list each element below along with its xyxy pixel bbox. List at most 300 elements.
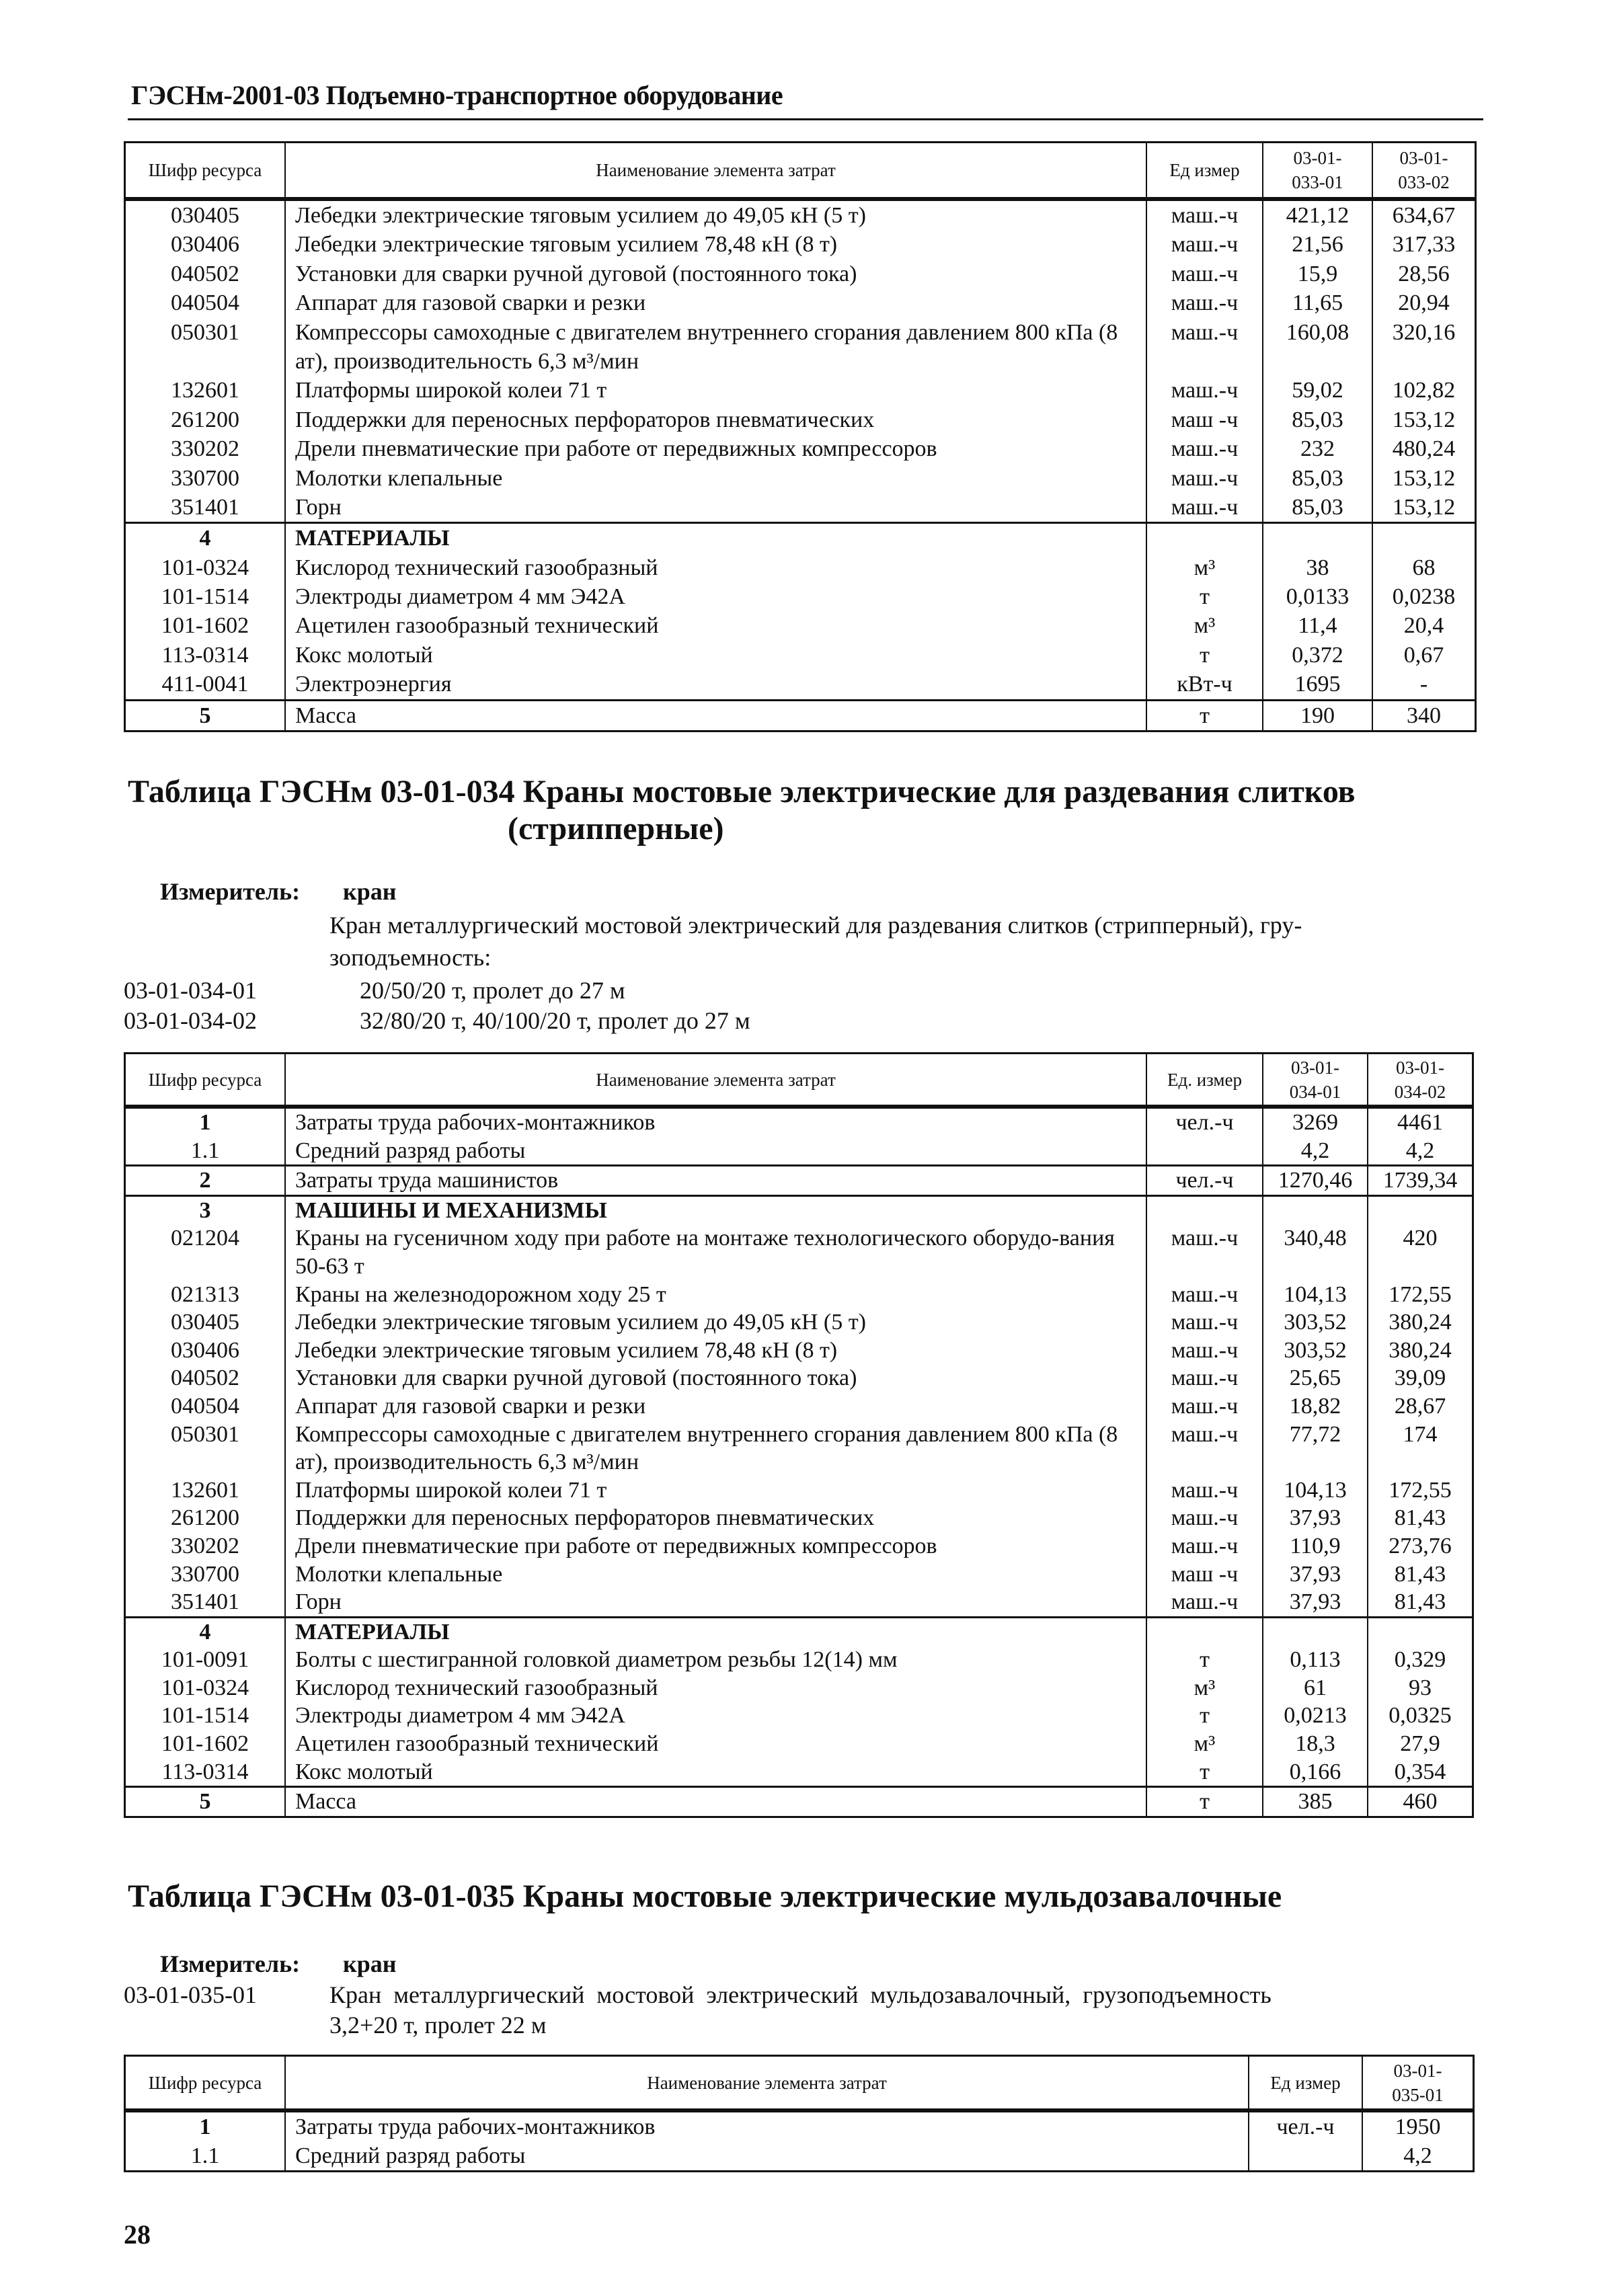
unit: маш.-ч <box>1171 1505 1239 1531</box>
value-1: 190 <box>1300 703 1335 728</box>
resource-name: Кислород технический газообразный <box>295 555 658 580</box>
resource-code: 040504 <box>171 1393 239 1419</box>
table-cell <box>284 611 1146 640</box>
unit: маш -ч <box>1171 1561 1239 1587</box>
table-cell <box>1372 524 1475 553</box>
value-1: 25,65 <box>1289 1365 1341 1391</box>
table-cell <box>1262 1281 1367 1309</box>
table-cell <box>1146 1281 1262 1309</box>
table-cell <box>126 1337 284 1365</box>
resource-name: МАТЕРИАЛЫ <box>295 526 450 551</box>
resource-code: 021204 <box>171 1226 239 1251</box>
unit: маш.-ч <box>1171 1281 1239 1307</box>
table-cell <box>1367 1166 1472 1195</box>
table-cell <box>126 1532 284 1560</box>
value-2: 634,67 <box>1392 203 1456 228</box>
table-cell <box>1262 524 1372 553</box>
table-cell <box>126 1421 284 1476</box>
table-row <box>126 230 1475 259</box>
table-cell <box>1372 230 1475 259</box>
table-cell <box>126 524 284 553</box>
meter-label: Измеритель: <box>160 878 301 905</box>
table-cell <box>284 260 1146 288</box>
resource-code: 101-0324 <box>161 1675 249 1700</box>
description-line1: Кран металлургический мостовой электрический для раздевания слитков (стрипперный), гру- <box>329 912 1302 939</box>
table-row <box>126 1421 1472 1476</box>
table-cell <box>1262 1224 1367 1280</box>
table-cell <box>1367 1730 1472 1758</box>
header-unit: Ед измер <box>1169 160 1240 180</box>
resource-name: Установки для сварки ручной дуговой (постоянного тока) <box>295 1365 857 1391</box>
resource-code: 261200 <box>171 407 239 432</box>
table-cell <box>1372 641 1475 670</box>
table-cell <box>1372 493 1475 522</box>
table-cell <box>126 1308 284 1337</box>
resource-code: 4 <box>199 526 211 551</box>
resource-name: Краны на гусеничном ходу при работе на монтаже технологического оборудо-вания 50-63 т <box>295 1226 1115 1279</box>
table-cell <box>126 1364 284 1392</box>
table-cell <box>126 1197 284 1225</box>
table-cell <box>1146 288 1262 317</box>
table-cell <box>284 1788 1146 1816</box>
table-cell <box>1372 701 1475 730</box>
table-row <box>126 1646 1472 1674</box>
value-1: 0,0213 <box>1284 1703 1347 1729</box>
unit: маш.-ч <box>1171 436 1239 462</box>
table-cell <box>284 1588 1146 1616</box>
unit: т <box>1200 703 1210 728</box>
value-2: 39,09 <box>1394 1365 1446 1391</box>
table-row <box>126 1337 1472 1365</box>
unit: маш.-ч <box>1171 319 1239 345</box>
table-cell <box>1262 1788 1367 1816</box>
table-row <box>126 405 1475 434</box>
table-cell <box>284 670 1146 699</box>
value-2: 273,76 <box>1389 1533 1452 1558</box>
table-cell <box>1146 434 1262 463</box>
table-group <box>126 199 1475 522</box>
resource-name: Дрели пневматические при работе от передвижных компрессоров <box>295 436 937 462</box>
value-1: 160,08 <box>1286 319 1350 345</box>
item-code: 03-01-034-02 <box>124 1007 257 1034</box>
value-1: 85,03 <box>1292 407 1343 432</box>
table-cell <box>126 434 284 463</box>
table-cell <box>126 1476 284 1505</box>
value-1: 37,93 <box>1289 1561 1341 1587</box>
table-cell <box>1262 1504 1367 1532</box>
resource-name: Электроды диаметром 4 мм Э42А <box>295 1703 625 1729</box>
table-cell <box>126 1618 284 1647</box>
table-row <box>126 1137 1472 1165</box>
resource-name: Масса <box>295 1789 357 1815</box>
table-cell <box>1146 1674 1262 1702</box>
table-row <box>126 260 1475 288</box>
resource-code: 330700 <box>171 465 239 491</box>
table-cell <box>284 1618 1146 1647</box>
resource-code: 101-1514 <box>161 584 249 610</box>
table-cell <box>284 1758 1146 1786</box>
table-cell <box>1367 1197 1472 1225</box>
header-name: Наименование элемента затрат <box>596 1069 836 1090</box>
table-cell <box>1146 318 1262 377</box>
table-cell <box>1367 1337 1472 1365</box>
resource-name: Молотки клепальные <box>295 1561 503 1587</box>
table-cell <box>126 1788 284 1816</box>
resource-code: 5 <box>199 703 211 728</box>
table-cell <box>126 582 284 611</box>
header-cell <box>1362 2057 1473 2108</box>
table-cell <box>284 405 1146 434</box>
unit: маш.-ч <box>1171 290 1239 316</box>
unit: т <box>1200 1759 1210 1784</box>
header-cell <box>1262 143 1372 197</box>
table-row <box>126 1166 1472 1195</box>
table-row <box>126 582 1475 611</box>
value-2: 81,43 <box>1394 1589 1446 1615</box>
table-cell <box>1262 611 1372 640</box>
table-cell <box>1362 2141 1473 2170</box>
resource-name: Молотки клепальные <box>295 465 503 491</box>
value-1: 0,0133 <box>1286 584 1350 610</box>
table-cell <box>1262 1674 1367 1702</box>
table-cell <box>1372 318 1475 377</box>
unit: м³ <box>1194 555 1216 580</box>
table-cell <box>1146 582 1262 611</box>
value-2: 0,0325 <box>1389 1703 1452 1729</box>
table-cell <box>284 1337 1146 1365</box>
table-cell <box>1146 1702 1262 1730</box>
header-cell <box>1248 2057 1362 2108</box>
table-group <box>126 1195 1472 1616</box>
table-cell <box>1367 1758 1472 1786</box>
unit: т <box>1200 642 1210 668</box>
table-cell <box>1372 670 1475 699</box>
table-cell <box>1146 1758 1262 1786</box>
table-cell <box>126 641 284 670</box>
table-row <box>126 1476 1472 1505</box>
resource-code: 113-0314 <box>161 1759 249 1784</box>
table-cell <box>1146 493 1262 522</box>
table-cell <box>1146 1392 1262 1421</box>
table-cell <box>1262 582 1372 611</box>
table-cell <box>1262 1758 1367 1786</box>
unit: маш.-ч <box>1171 1533 1239 1558</box>
value-1: 0,166 <box>1289 1759 1341 1784</box>
unit: маш.-ч <box>1171 1310 1239 1335</box>
table-cell <box>1262 464 1372 493</box>
value-2: 1739,34 <box>1382 1168 1458 1193</box>
header-cell <box>126 143 284 197</box>
unit: м³ <box>1194 613 1216 639</box>
table-row <box>126 1588 1472 1616</box>
table-cell <box>1146 1504 1262 1532</box>
value-1: 1695 <box>1294 672 1341 697</box>
table-cell <box>1248 2141 1362 2170</box>
table-cell <box>1262 1109 1367 1137</box>
value-1: 11,65 <box>1292 290 1343 316</box>
value-2: 153,12 <box>1392 494 1456 520</box>
table-cell <box>1262 230 1372 259</box>
table-header-row <box>126 143 1475 199</box>
table-cell <box>1367 1476 1472 1505</box>
table-cell <box>1262 1308 1367 1337</box>
value-2: 102,82 <box>1392 378 1456 403</box>
value-2: 317,33 <box>1392 232 1456 258</box>
value-1: 340,48 <box>1284 1226 1347 1251</box>
resource-name: Поддержки для переносных перфораторов пневматических <box>295 1505 875 1531</box>
table-row <box>126 1618 1472 1647</box>
table-cell <box>1146 376 1262 405</box>
table-row <box>126 670 1475 699</box>
table-cell <box>284 1364 1146 1392</box>
resource-name: Средний разряд работы <box>295 1138 526 1163</box>
table-cell <box>284 1421 1146 1476</box>
header-value-1: 03-01- 035-01 <box>1392 2060 1444 2105</box>
resource-code: 040502 <box>171 1365 239 1391</box>
table-cell <box>1262 1137 1367 1165</box>
resource-code: 030406 <box>171 1337 239 1363</box>
table-row <box>126 611 1475 640</box>
value-2: 420 <box>1403 1226 1438 1251</box>
item-text-cont: 3,2+20 т, пролет 22 м <box>329 2012 547 2038</box>
table-group <box>126 1616 1472 1786</box>
resource-name: Лебедки электрические тяговым усилием до 49,05 кН (5 т) <box>295 1310 866 1335</box>
table-cell <box>1146 1364 1262 1392</box>
value-2: 460 <box>1403 1789 1438 1815</box>
resource-code: 4 <box>199 1619 211 1645</box>
resource-name: Болты с шестигранной головкой диаметром резьбы 12(14) мм <box>295 1647 898 1673</box>
value-2: 20,94 <box>1398 290 1450 316</box>
unit: т <box>1200 1703 1210 1729</box>
table-cell <box>1262 493 1372 522</box>
resource-code: 330202 <box>171 436 239 462</box>
table-header-row <box>126 1054 1472 1107</box>
table-cell <box>1262 1166 1367 1195</box>
table-cell <box>126 1730 284 1758</box>
value-2: 153,12 <box>1392 407 1456 432</box>
resource-name: Лебедки электрические тяговым усилием 78,48 кН (8 т) <box>295 1337 838 1363</box>
table-cell <box>126 1758 284 1786</box>
resource-code: 030405 <box>171 1310 239 1335</box>
table-cell <box>126 318 284 377</box>
table-row <box>126 1109 1472 1137</box>
table-cell <box>284 1560 1146 1589</box>
table-cell <box>1367 1308 1472 1337</box>
resource-name: Краны на железнодорожном ходу 25 т <box>295 1281 666 1307</box>
table-group <box>126 522 1475 699</box>
table-row <box>126 2141 1473 2170</box>
header-value-2: 03-01- 034-02 <box>1394 1057 1446 1102</box>
resource-name: Затраты труда рабочих-монтажников <box>295 2114 656 2139</box>
resource-name: Лебедки электрические тяговым усилием 78,48 кН (8 т) <box>295 232 838 258</box>
unit: маш.-ч <box>1171 203 1239 228</box>
table-cell <box>1262 1730 1367 1758</box>
unit: маш.-ч <box>1171 465 1239 491</box>
meter-value: кран <box>343 878 397 905</box>
table-cell <box>1367 1364 1472 1392</box>
table-cell <box>126 1224 284 1280</box>
table-cell <box>1146 1730 1262 1758</box>
table-cell <box>284 641 1146 670</box>
table-cell <box>1262 1588 1367 1616</box>
value-2: 320,16 <box>1392 319 1456 345</box>
resource-code: 101-1514 <box>161 1703 249 1729</box>
table-035-title: Таблица ГЭСНм 03-01-035 Краны мостовые электрические мульдозавалочные <box>128 1878 1282 1914</box>
table-cell <box>284 201 1146 230</box>
table-cell <box>1262 701 1372 730</box>
table-cell <box>1146 1166 1262 1195</box>
resource-code: 040502 <box>171 261 239 286</box>
table-cell <box>126 201 284 230</box>
resource-code: 101-1602 <box>161 613 249 639</box>
table-cell <box>126 1504 284 1532</box>
table-cell <box>1367 1532 1472 1560</box>
table-cell <box>1262 434 1372 463</box>
table-cell <box>1262 1197 1367 1225</box>
unit: маш.-ч <box>1171 1477 1239 1503</box>
table-cell <box>284 493 1146 522</box>
table-cell <box>284 1674 1146 1702</box>
value-1: 15,9 <box>1297 261 1338 286</box>
meter-value: кран <box>343 1950 397 1977</box>
table-cell <box>284 1476 1146 1505</box>
header-value-1: 03-01- 034-01 <box>1289 1057 1341 1102</box>
resource-name: Ацетилен газообразный технический <box>295 613 659 639</box>
table-cell <box>1262 1364 1367 1392</box>
table-cell <box>1146 641 1262 670</box>
table-cell <box>1146 1560 1262 1589</box>
value-2: - <box>1419 672 1428 697</box>
table-cell <box>1372 553 1475 582</box>
table-cell <box>284 1224 1146 1280</box>
table-cell <box>1262 1702 1367 1730</box>
unit: маш.-ч <box>1171 1421 1239 1447</box>
table-row <box>126 1504 1472 1532</box>
table-header-row <box>126 2057 1473 2110</box>
table-row <box>126 318 1475 377</box>
header-name: Наименование элемента затрат <box>596 160 836 180</box>
table-cell <box>284 1646 1146 1674</box>
table-cell <box>126 230 284 259</box>
table-cell <box>1362 2112 1473 2141</box>
resource-name: МАШИНЫ И МЕХАНИЗМЫ <box>295 1197 607 1223</box>
table-cell <box>1146 1308 1262 1337</box>
table-cell <box>1262 201 1372 230</box>
table-cell <box>1367 1421 1472 1476</box>
resource-code: 050301 <box>171 1421 239 1447</box>
table-cell <box>284 1392 1146 1421</box>
table-row <box>126 1532 1472 1560</box>
item-text: 20/50/20 т, пролет до 27 м <box>360 977 625 1004</box>
table-cell <box>284 376 1146 405</box>
resource-table-033 <box>124 141 1477 732</box>
table-cell <box>1146 1421 1262 1476</box>
header-divider <box>128 118 1483 120</box>
table-cell <box>1372 201 1475 230</box>
table-cell <box>284 1197 1146 1225</box>
table-cell <box>126 1137 284 1165</box>
unit: маш.-ч <box>1171 1226 1239 1251</box>
resource-table-034 <box>124 1052 1474 1818</box>
unit: чел.-ч <box>1175 1168 1234 1193</box>
table-cell <box>284 1281 1146 1309</box>
resource-code: 3 <box>199 1197 211 1223</box>
unit: кВт-ч <box>1177 672 1233 697</box>
resource-name: Затраты труда машинистов <box>295 1168 559 1193</box>
table-cell <box>1372 434 1475 463</box>
value-1: 3269 <box>1292 1110 1338 1135</box>
table-cell <box>1262 405 1372 434</box>
table-cell <box>126 1646 284 1674</box>
table-cell <box>1146 1109 1262 1137</box>
value-1: 1950 <box>1395 2114 1441 2139</box>
table-row <box>126 701 1475 730</box>
resource-code: 101-0091 <box>161 1647 249 1673</box>
table-cell <box>126 464 284 493</box>
table-cell <box>284 230 1146 259</box>
table-cell <box>1262 260 1372 288</box>
value-1: 77,72 <box>1289 1421 1341 1447</box>
table-cell <box>1262 1337 1367 1365</box>
resource-name: Поддержки для переносных перфораторов пневматических <box>295 407 875 432</box>
resource-name: Платформы широкой колеи 71 т <box>295 378 607 403</box>
value-1: 0,372 <box>1292 642 1343 668</box>
table-group <box>126 2110 1473 2170</box>
table-cell <box>1146 1137 1262 1165</box>
resource-code: 330700 <box>171 1561 239 1587</box>
table-cell <box>1367 1392 1472 1421</box>
table-cell <box>284 1308 1146 1337</box>
table-cell <box>1248 2112 1362 2141</box>
table-cell <box>126 1588 284 1616</box>
table-cell <box>1262 1532 1367 1560</box>
table-cell <box>284 1730 1146 1758</box>
value-1: 37,93 <box>1289 1589 1341 1615</box>
table-cell <box>126 288 284 317</box>
value-1: 38 <box>1306 555 1329 580</box>
resource-code: 1 <box>199 1110 211 1135</box>
resource-code: 132601 <box>171 1477 239 1503</box>
value-1: 59,02 <box>1292 378 1343 403</box>
resource-code: 330202 <box>171 1533 239 1558</box>
table-cell <box>1262 1618 1367 1647</box>
table-cell <box>1146 1646 1262 1674</box>
table-row <box>126 201 1475 230</box>
value-1: 303,52 <box>1284 1337 1347 1363</box>
table-cell <box>1372 376 1475 405</box>
table-cell <box>1372 288 1475 317</box>
resource-code: 050301 <box>171 319 239 345</box>
table-cell <box>284 1532 1146 1560</box>
table-cell <box>126 1560 284 1589</box>
unit: маш.-ч <box>1171 1393 1239 1419</box>
table-cell <box>1262 288 1372 317</box>
table-cell <box>1146 553 1262 582</box>
header-cell <box>126 2057 284 2108</box>
table-row <box>126 493 1475 522</box>
table-row <box>126 464 1475 493</box>
table-cell <box>1262 553 1372 582</box>
unit: маш.-ч <box>1171 232 1239 258</box>
table-cell <box>126 1281 284 1309</box>
resource-table-035 <box>124 2055 1475 2172</box>
header-cell <box>284 1054 1146 1105</box>
table-cell <box>1146 670 1262 699</box>
table-row <box>126 524 1475 553</box>
value-2: 28,56 <box>1398 261 1450 286</box>
value-2: 0,329 <box>1394 1647 1446 1673</box>
value-2: 4,2 <box>1405 1138 1435 1163</box>
